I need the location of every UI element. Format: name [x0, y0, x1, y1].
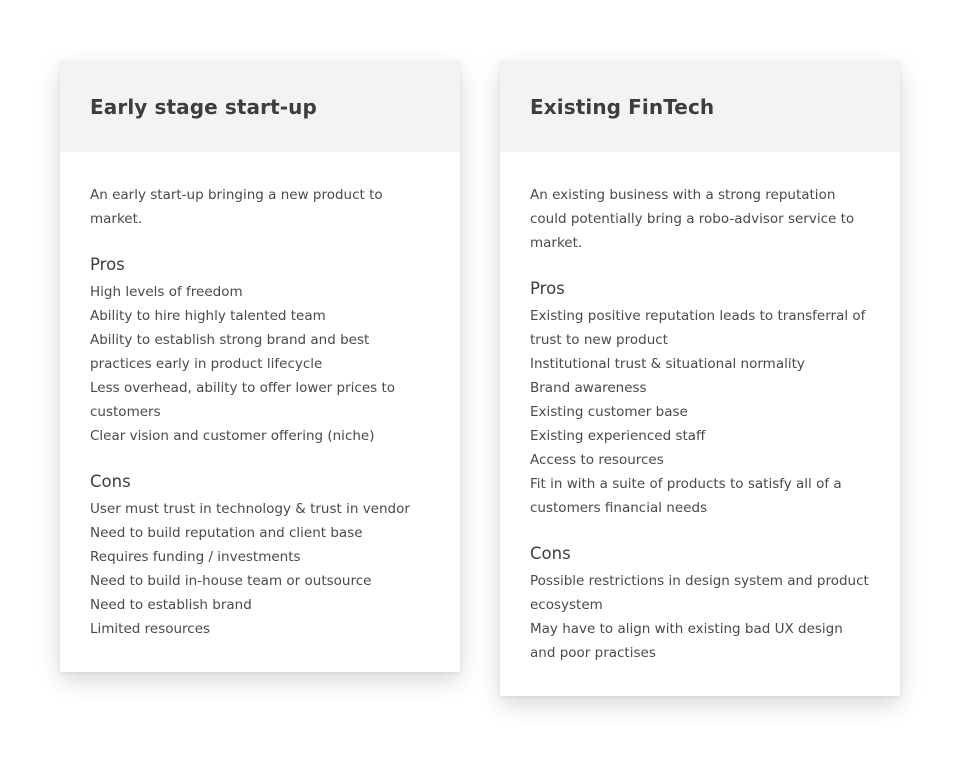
pros-item: Access to resources [530, 452, 664, 468]
pros-heading: Pros [90, 255, 125, 274]
card-existing-fintech [500, 61, 900, 696]
card-header [500, 61, 900, 152]
pros-list [90, 280, 430, 448]
pros-item: Less overhead, ability to offer lower prices to customers [90, 380, 395, 420]
cons-list [530, 569, 870, 665]
cons-item: May have to align with existing bad UX design and poor practises [530, 621, 843, 661]
cons-item: Need to build reputation and client base [90, 525, 363, 541]
pros-item: Brand awareness [530, 380, 647, 396]
cons-heading: Cons [90, 472, 131, 491]
card-header [60, 61, 460, 152]
card-early-stage-startup [60, 61, 460, 672]
pros-item: High levels of freedom [90, 284, 243, 300]
cons-item: Possible restrictions in design system and product ecosystem [530, 573, 869, 613]
card-intro: An early start-up bringing a new product to market. [90, 187, 383, 227]
pros-item: Existing experienced staff [530, 428, 706, 444]
pros-item: Existing positive reputation leads to transferral of trust to new product [530, 308, 866, 348]
cons-item: Need to build in-house team or outsource [90, 573, 372, 589]
pros-item: Fit in with a suite of products to satisfy all of a customers financial needs [530, 476, 842, 516]
pros-item: Institutional trust & situational normality [530, 356, 805, 372]
pros-item: Existing customer base [530, 404, 688, 420]
pros-list [530, 304, 870, 520]
cons-item: Requires funding / investments [90, 549, 301, 565]
card-title: Early stage start-up [90, 95, 317, 119]
cons-list [90, 497, 430, 641]
card-body [60, 152, 460, 672]
card-body [500, 152, 900, 696]
card-intro: An existing business with a strong reputation could potentially bring a robo-advisor service to market. [530, 187, 855, 251]
pros-item: Ability to hire highly talented team [90, 308, 326, 324]
cons-item: Limited resources [90, 621, 211, 637]
cons-item: User must trust in technology & trust in vendor [90, 501, 410, 517]
cons-item: Need to establish brand [90, 597, 252, 613]
card-title: Existing FinTech [530, 95, 715, 119]
pros-heading: Pros [530, 279, 565, 298]
cons-heading: Cons [530, 544, 571, 563]
pros-item: Clear vision and customer offering (niche) [90, 428, 375, 444]
pros-item: Ability to establish strong brand and best practices early in product lifecycle [90, 332, 370, 372]
